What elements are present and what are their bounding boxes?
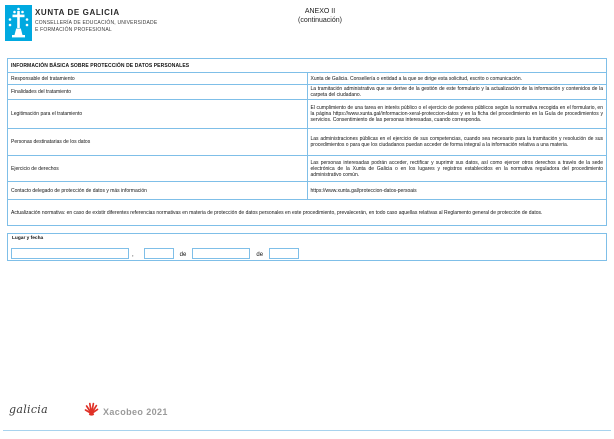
table-row xyxy=(8,129,607,156)
xunta-cruceiro-icon xyxy=(5,5,32,46)
galicia-logo: galicia xyxy=(9,403,48,416)
xacobeo-label: Xacobeo 2021 xyxy=(103,406,168,417)
place-and-date-section xyxy=(7,233,607,261)
table-row xyxy=(8,156,607,182)
place-and-date-fields xyxy=(11,248,299,259)
row-label: Finalidades del tratamiento xyxy=(8,85,308,100)
xacobeo-logo xyxy=(84,402,168,421)
row-content: La tramitación administrativa que se derive de la gestión de este formulario y la actualización de la información y contenidos de la carpeta del ciudadano. xyxy=(307,85,607,100)
de-separator: de xyxy=(256,252,264,258)
table-row xyxy=(8,85,607,100)
table-row xyxy=(8,100,607,129)
row-label: Responsable del tratamiento xyxy=(8,73,308,85)
row-label: Contacto delegado de protección de datos y más información xyxy=(8,182,308,200)
table-note-row xyxy=(8,200,607,226)
day-input[interactable] xyxy=(144,248,174,259)
annex-title: ANEXO II xyxy=(304,8,336,15)
row-label: Ejercicio de derechos xyxy=(8,156,308,182)
xacobeo-shell-icon xyxy=(84,402,99,421)
org-department xyxy=(35,20,157,33)
table-row xyxy=(8,182,607,200)
row-content: Las administraciones públicas en el ejercicio de sus competencias, cuando sea necesario para la tramitación y resolución de sus procedimientos o para que los ciudadanos puedan acceder de forma integral a la información relativa a una materia. xyxy=(307,129,607,156)
footer-divider xyxy=(3,430,611,431)
de-separator: de xyxy=(179,252,187,258)
privacy-info-table xyxy=(7,58,607,226)
place-input[interactable] xyxy=(11,248,129,259)
annex-subtitle: (continuación) xyxy=(298,17,342,24)
org-name: XUNTA DE GALICIA xyxy=(35,8,120,17)
normative-update-note: Actualización normativa: en caso de existir diferentes referencias normativas en materia de protección de datos personales en este procedimiento, prevalecerán, en todo caso aquellas relativas al Reglamento general de protección de datos. xyxy=(8,200,607,226)
privacy-table-title: INFORMACIÓN BÁSICA SOBRE PROTECCIÓN DE DATOS PERSONALES xyxy=(8,59,607,73)
row-label: Legitimación para el tratamiento xyxy=(8,100,308,129)
row-content: https://www.xunta.gal/proteccion-datos-persoais xyxy=(307,182,607,200)
table-row xyxy=(8,73,607,85)
row-label: Personas destinatarias de los datos xyxy=(8,129,308,156)
row-content: Las personas interesadas podrán acceder, rectificar y suprimir sus datos, así como ejercer otros derechos a través de la sede electrónica de la Xunta de Galicia o en los lugares y registros establecidos en la normativa reguladora del procedimiento administrativo común. xyxy=(307,156,607,182)
year-input[interactable] xyxy=(269,248,299,259)
comma-separator: , xyxy=(132,252,134,258)
org-department-line2: E FORMACIÓN PROFESIONAL xyxy=(35,26,112,33)
month-input[interactable] xyxy=(192,248,250,259)
place-and-date-label: Lugar y fecha xyxy=(12,236,44,241)
annex-heading xyxy=(250,7,390,25)
org-department-line1: CONSELLERÍA DE EDUCACIÓN, UNIVERSIDADE xyxy=(35,20,158,26)
row-content: El cumplimiento de una tarea en interés público o el ejercicio de poderes públicos según la normativa recogida en el formulario, en la página https://www.xunta.gal/informacion-xeral-proteccion-datos y en la ficha del procedimiento en la Guía de procedimientos y servicios. Consentimiento de las personas interesadas, cuando corresponda. xyxy=(307,100,607,129)
row-content: Xunta de Galicia. Consellería o entidad a la que se dirige esta solicitud, escrito o comunicación. xyxy=(307,73,607,85)
